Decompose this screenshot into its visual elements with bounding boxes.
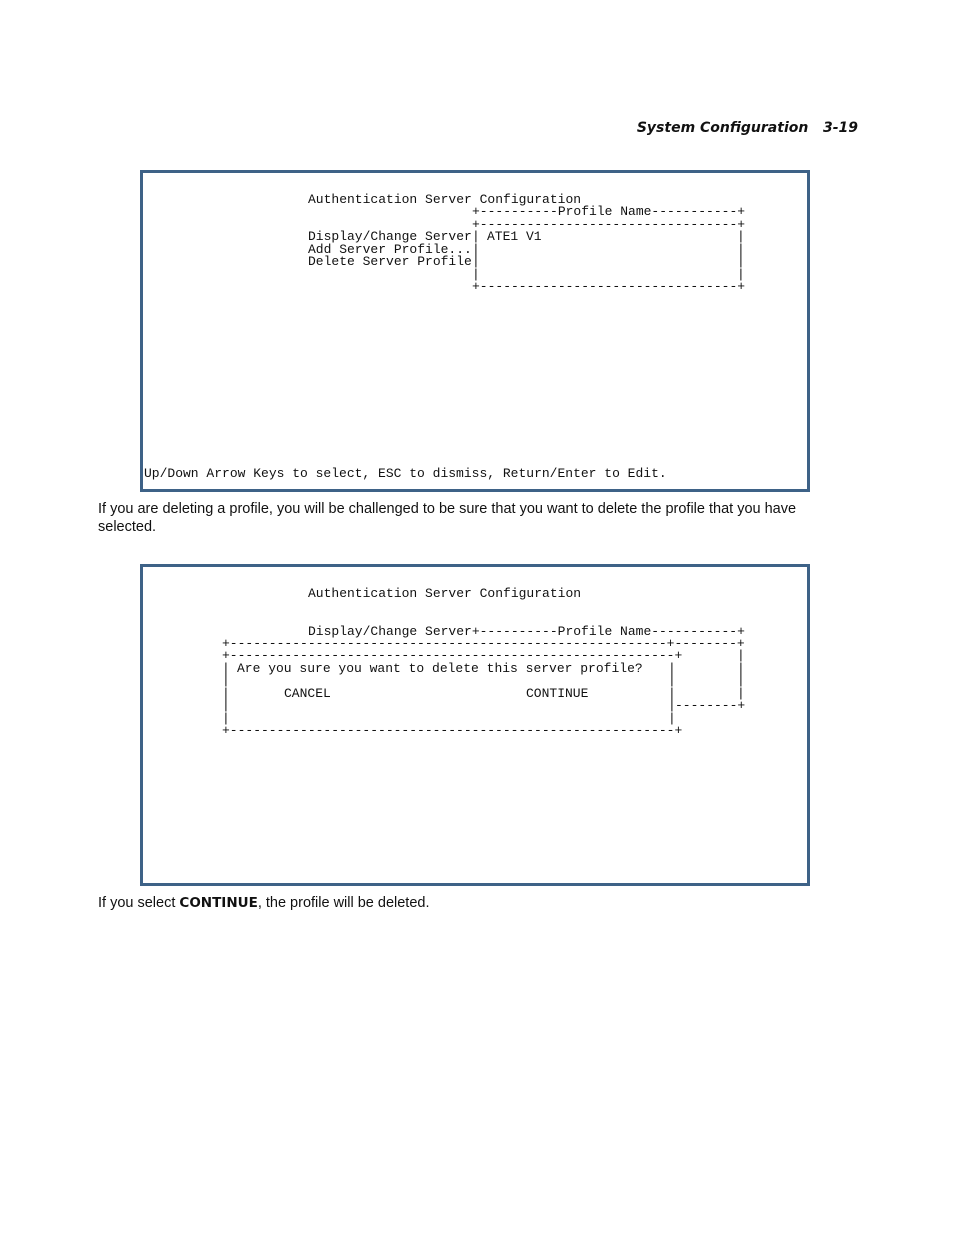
dialog-left-edge: | (222, 661, 230, 676)
box-right-edge: | (737, 242, 745, 257)
running-header: System Configuration 3-19 (636, 120, 858, 136)
bg-box-right-edge: | (737, 648, 745, 663)
box-right-edge: | (737, 267, 745, 282)
dialog-right-edge: | (668, 673, 676, 688)
dialog-right-edge: | (668, 686, 676, 701)
menu-item-delete-server-profile[interactable]: Delete Server Profile (308, 254, 472, 269)
profile-name-box-bottom: +---------------------------------+ (472, 279, 746, 294)
bg-box-right-edge: | (737, 661, 745, 676)
confirm-question: Are you sure you want to delete this server profile? (237, 661, 643, 676)
dialog-left-edge: | (222, 698, 230, 713)
box-left-edge: | (472, 229, 480, 244)
dialog-right-edge: | (668, 698, 676, 713)
profile-list-item[interactable]: ATE1 V1 (487, 229, 542, 244)
continue-emphasis: CONTINUE (179, 895, 258, 911)
dialog-left-edge: | (222, 686, 230, 701)
dialog-right-edge: | (668, 661, 676, 676)
menu-item-add-server-profile[interactable]: Add Server Profile... (308, 242, 472, 257)
dialog-top-inner-border: +---------------------------------------------------------+ (222, 648, 683, 663)
status-line: Up/Down Arrow Keys to select, ESC to dismiss, Return/Enter to Edit. (144, 466, 667, 481)
bg-box-bottom-border: --------+ (675, 698, 746, 713)
screen-title: Authentication Server Configuration (308, 586, 582, 601)
display-change-server-line: Display/Change Server+----------Profile Name-----------+ (308, 624, 745, 639)
paragraph-continue-result (98, 894, 858, 912)
box-left-edge: | (472, 267, 480, 282)
para2-suffix: , the profile will be deleted. (257, 895, 430, 911)
terminal-screen-delete-confirm (140, 564, 810, 886)
para2-prefix: If you select (98, 895, 180, 911)
box-right-edge: | (737, 229, 745, 244)
terminal-screen-server-list (140, 170, 810, 492)
box-left-edge: | (472, 254, 480, 269)
profile-name-box-top: +----------Profile Name-----------+ (472, 204, 746, 219)
cancel-button[interactable]: CANCEL (284, 686, 331, 701)
paragraph-delete-challenge: If you are deleting a profile, you will be challenged to be sure that you want to delete the profile that you have selected. (98, 501, 797, 535)
dialog-left-edge: | (222, 711, 230, 726)
dialog-right-edge: | (668, 711, 676, 726)
screen-title: Authentication Server Configuration (308, 192, 582, 207)
menu-item-display-change-server[interactable]: Display/Change Server (308, 229, 472, 244)
bg-box-right-edge: | (737, 673, 745, 688)
dialog-bottom-border: +---------------------------------------------------------+ (222, 723, 683, 738)
dialog-top-outer-border: +--------------------------------------------------------+--------+ (222, 636, 745, 651)
continue-button[interactable]: CONTINUE (526, 686, 589, 701)
bg-box-right-edge: | (737, 686, 745, 701)
box-right-edge: | (737, 254, 745, 269)
dialog-left-edge: | (222, 673, 230, 688)
profile-name-box-separator: +---------------------------------+ (472, 217, 746, 232)
box-left-edge: | (472, 242, 480, 257)
